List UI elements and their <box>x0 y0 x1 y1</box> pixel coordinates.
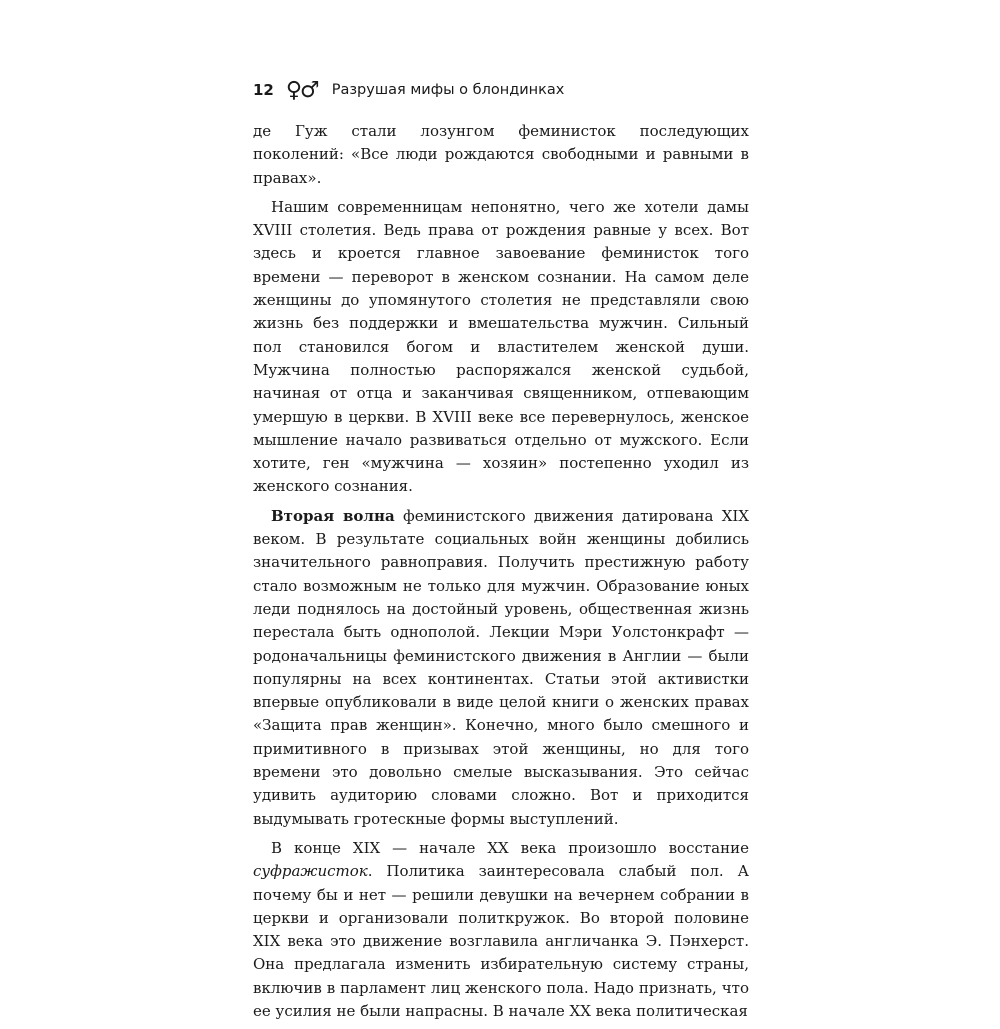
paragraph-text: де Гуж стали лозунгом феминисток последующих поколений: «Все люди рождаются свободными и равными в правах». <box>253 122 749 187</box>
paragraph-text-before: В конце XIX — начале XX века произошло восстание <box>271 838 749 857</box>
book-page <box>253 70 749 1029</box>
paragraph-4 <box>253 837 749 1023</box>
running-title: Разрушая мифы о блондинках <box>331 82 565 98</box>
paragraph-3 <box>253 505 749 831</box>
paragraph-text: феминистского движения датирована XIX веком. В результате социальных войн женщины добились значительного равноправия. Получить престижную работу стало возможным не только для мужчин. Образование юных леди поднялось на достойный уровень, общественная жизнь перестала быть однополой. Лекции Мэри Уолстонкрафт — родоначальницы феминистского движения в Англии — были популярны на всех континентах. Статьи этой активистки впервые опубликовали в виде целой книги о женских правах «Защита прав женщин». Конечно, много было смешного и примитивного в призывах этой женщины, но для того времени это довольно смелые высказывания. Это сейчас удивить аудиторию словами сложно. Вот и приходится выдумывать гротескные формы выступлений. <box>253 506 749 828</box>
gender-symbols-icon: ♀♂ <box>285 77 318 103</box>
running-header <box>253 70 749 110</box>
paragraph-text: Нашим современницам непонятно, чего же хотели дамы XVIII столетия. Ведь права от рождения равные у всех. Вот здесь и кроется главное завоевание феминисток того времени — переворот в женском сознании. На самом деле женщины до упомянутого столетия не представляли свою жизнь без поддержки и вмешательства мужчин. Сильный пол становился богом и властителем женской души. Мужчина полностью распоряжался женской судьбой, начиная от отца и заканчивая священником, отпевающим умершую в церкви. В XVIII веке все перевернулось, женское мышление начало развиваться отдельно от мужского. Если хотите, ген «мужчина — хозяин» постепенно уходил из женского сознания. <box>253 197 749 496</box>
paragraph-2 <box>253 196 749 499</box>
page-number: 12 <box>253 81 274 99</box>
bold-lead-term: Вторая волна <box>271 506 395 525</box>
paragraph-text-after: . Политика заинтересовала слабый пол. А почему бы и нет — решили девушки на вечернем собрании в церкви и организовали политкружок. Во второй половине XIX века это движение возглавила англичанка Э. Пэнхерст. Она предлагала изменить избирательную систему страны, включив в парламент лиц женского пола. Надо признать, что ее усилия не были напрасны. В начале XX века политическая <box>253 862 749 1020</box>
italic-term: суфражисток <box>253 862 368 881</box>
body-text <box>253 120 749 1023</box>
paragraph-1 <box>253 120 749 190</box>
